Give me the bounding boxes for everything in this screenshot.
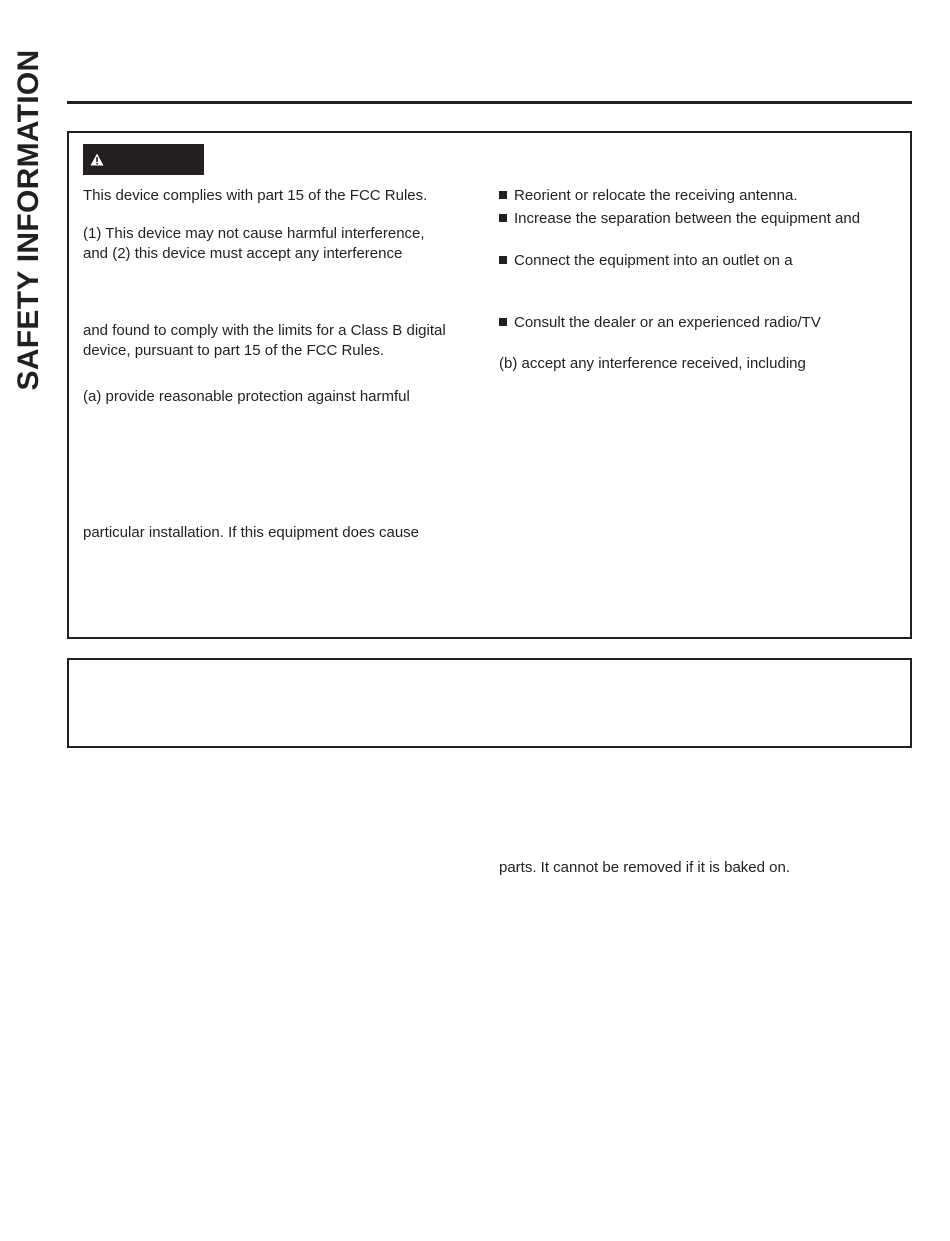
section-title-vertical <box>4 38 54 402</box>
baked-on-note: parts. It cannot be removed if it is baked on. <box>499 859 790 876</box>
list-item <box>499 251 793 271</box>
bullet-icon <box>499 318 507 326</box>
list-item-text: Connect the equipment into an outlet on a <box>514 252 793 269</box>
interference-note: (b) accept any interference received, including <box>499 355 806 372</box>
list-item-text: Increase the separation between the equipment and <box>514 210 861 227</box>
fcc-condition-line-1: (1) This device may not cause harmful interference, <box>83 225 425 242</box>
warning-box <box>67 131 912 639</box>
caution-box <box>67 658 912 748</box>
class-b-line-1: and found to comply with the limits for a Class B digital <box>83 322 446 339</box>
header-rule <box>67 101 912 104</box>
list-item <box>499 313 821 333</box>
class-b-line-2: device, pursuant to part 15 of the FCC Rules. <box>83 342 384 359</box>
list-item-text: Consult the dealer or an experienced radio/TV <box>514 314 821 331</box>
bullet-icon <box>499 191 507 199</box>
bullet-icon <box>499 256 507 264</box>
section-title-text: SAFETY INFORMATION <box>12 49 45 391</box>
installation-line: particular installation. If this equipment does cause <box>83 524 420 541</box>
fcc-compliance-line: This device complies with part 15 of the FCC Rules. <box>83 187 428 204</box>
list-item-text: Reorient or relocate the receiving antenna. <box>514 187 798 204</box>
bullet-icon <box>499 214 507 222</box>
warning-triangle-icon <box>90 153 104 166</box>
fcc-condition-line-2: and (2) this device must accept any interference <box>83 245 403 262</box>
list-item <box>499 186 798 206</box>
protection-line: (a) provide reasonable protection against harmful <box>83 388 410 405</box>
list-item <box>499 209 860 229</box>
warning-label <box>83 144 204 175</box>
